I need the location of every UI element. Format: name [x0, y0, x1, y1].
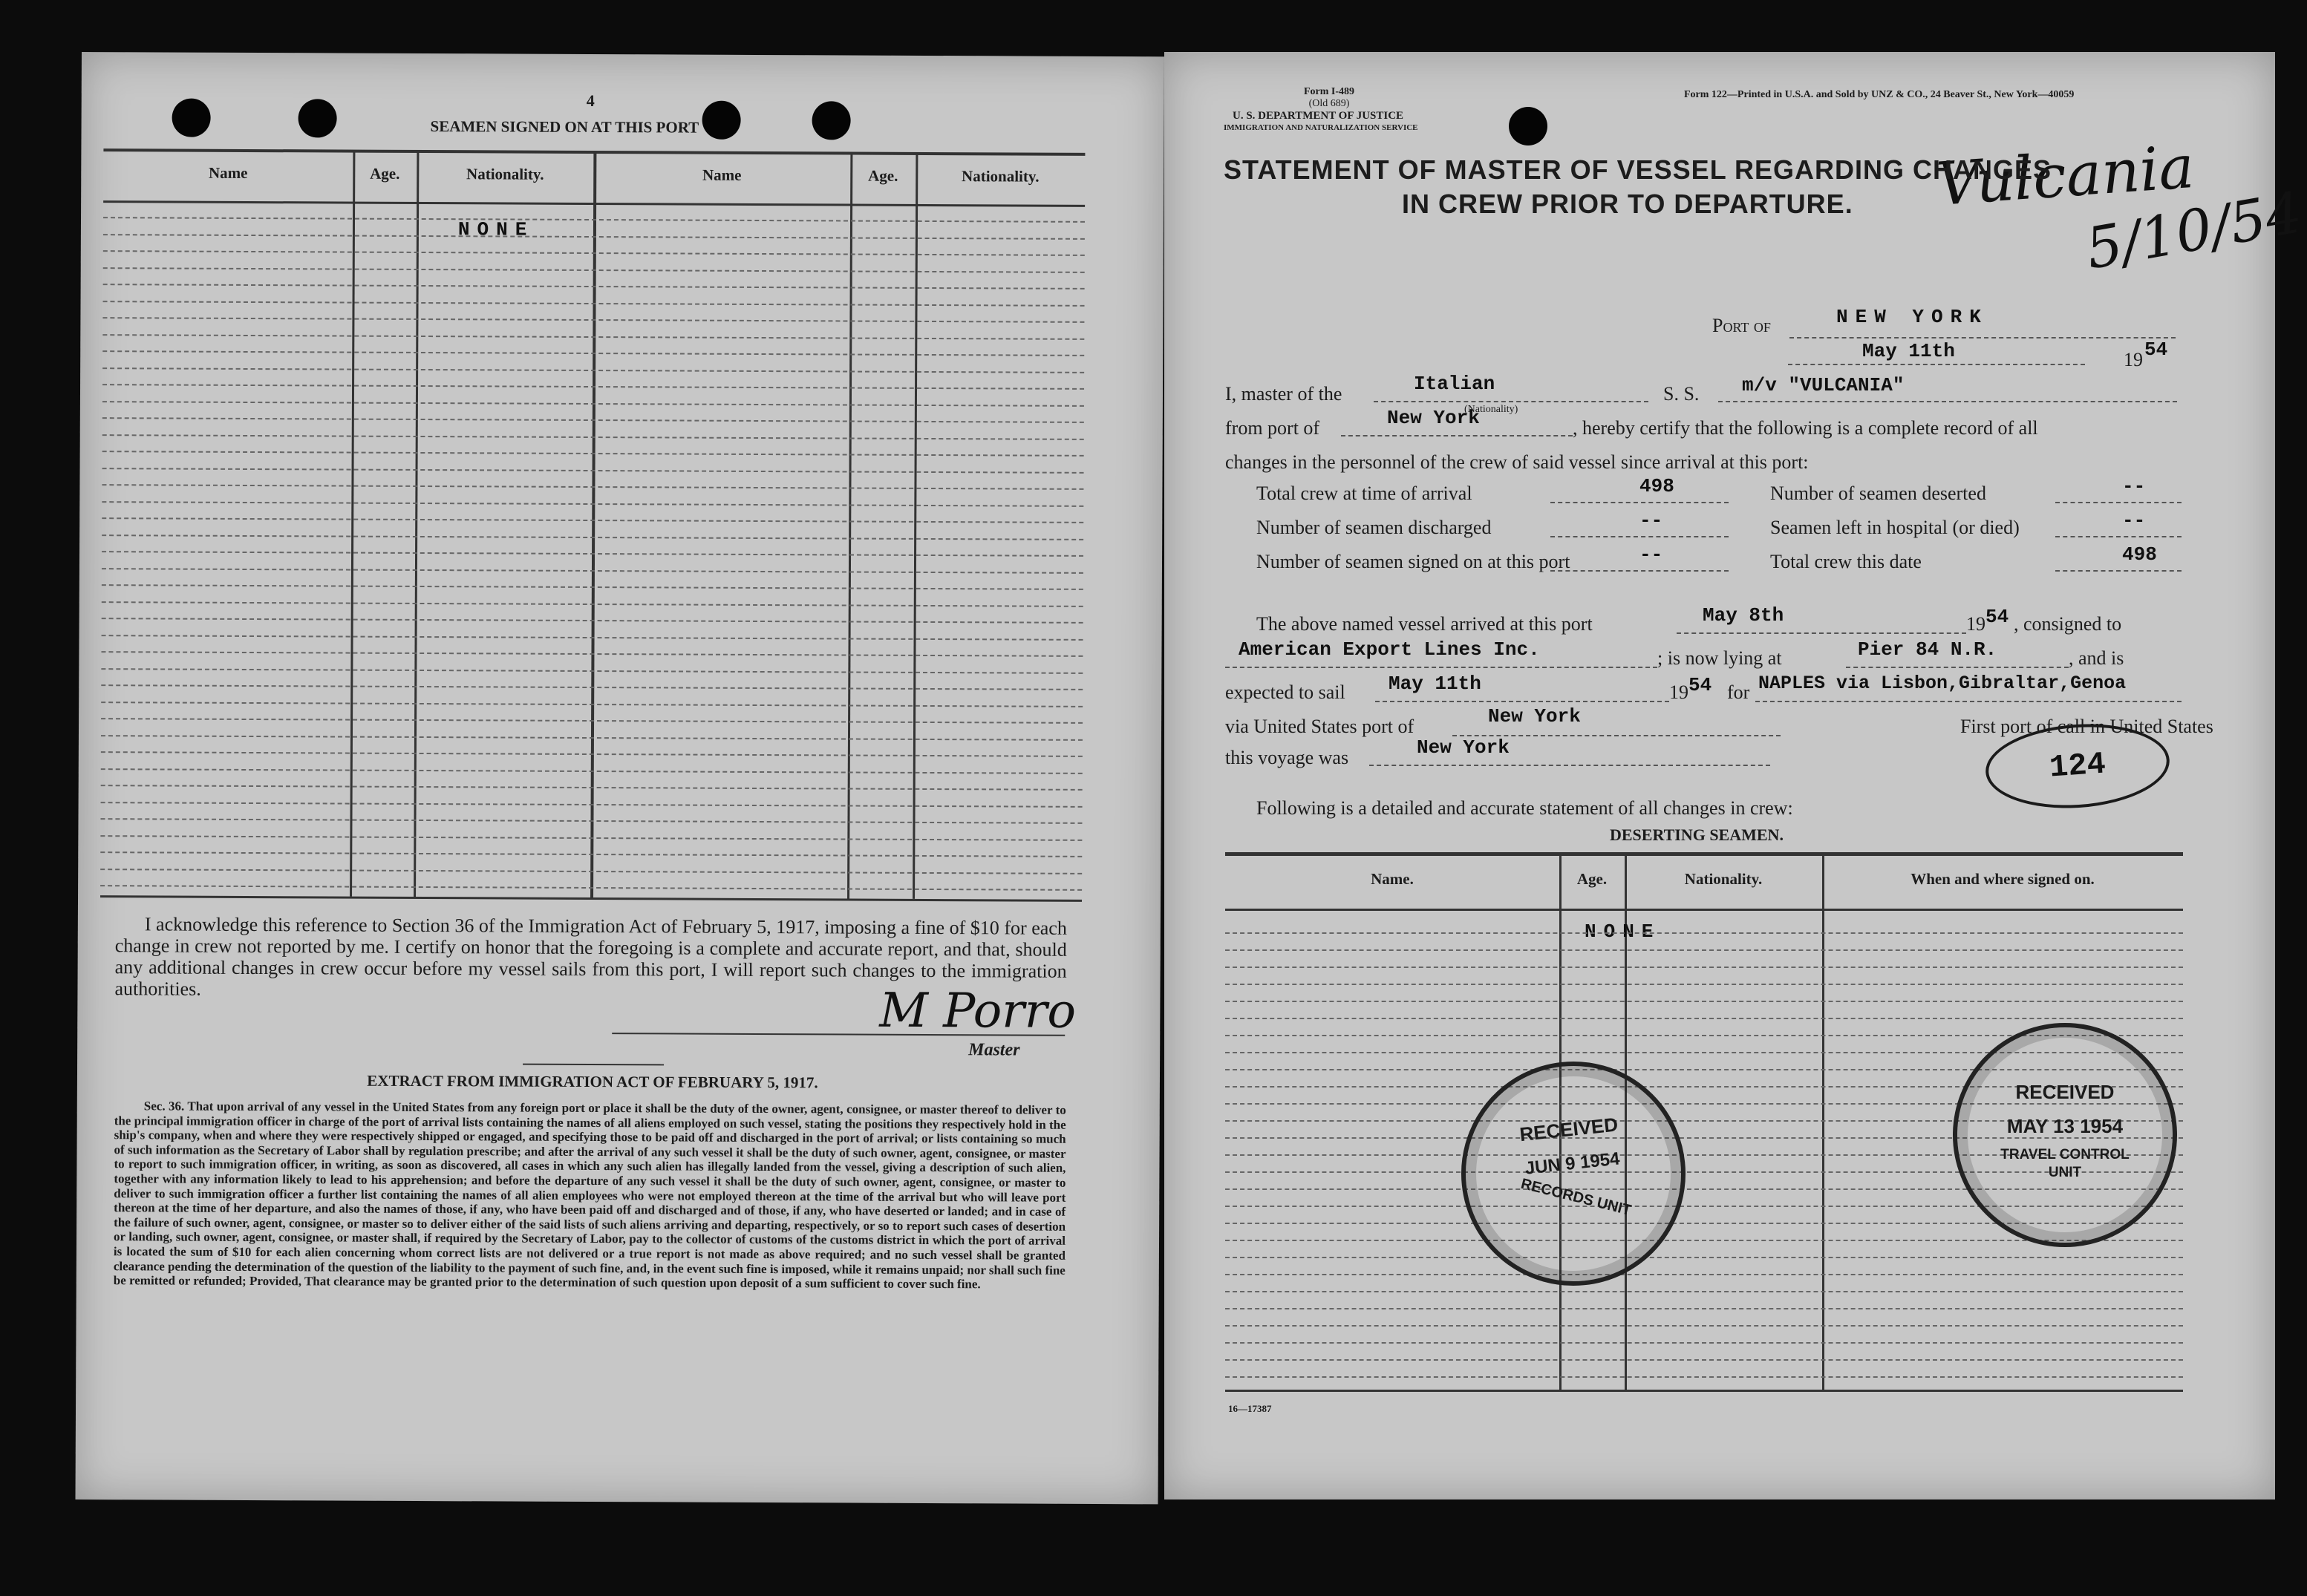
arrived-underline: [1677, 632, 1966, 634]
punch-hole: [172, 99, 211, 137]
port-underline: [1789, 337, 2176, 339]
column-header-age: Age.: [1576, 870, 1608, 888]
punch-hole: [1509, 107, 1547, 145]
punch-hole: [702, 101, 740, 140]
via-value: New York: [1488, 705, 1581, 727]
port-value: NEW YORK: [1836, 306, 1988, 328]
destination-underline: [1755, 701, 2182, 702]
received-stamp-travel-control: [1953, 1023, 2177, 1247]
lying-underline: [1846, 667, 2069, 668]
column-header-name: Name: [208, 163, 248, 182]
changes-text: changes in the personnel of the crew of said vessel since arrival at this port:: [1225, 451, 1809, 473]
column-header-age: Age.: [868, 166, 898, 185]
port-label: Port of: [1712, 315, 1771, 336]
stat-label: Number of seamen discharged: [1256, 517, 1492, 538]
stat-label: Total crew at time of arrival: [1256, 483, 1472, 504]
from-port-label: from port of: [1225, 417, 1320, 439]
stat-value: --: [1639, 543, 1663, 566]
stat-underline: [2055, 570, 2182, 572]
table-row-rule: [1225, 1001, 2183, 1002]
stat-underline: [1550, 502, 1729, 503]
expected-label: expected to sail: [1225, 681, 1345, 703]
consignee-value: American Export Lines Inc.: [1239, 638, 1540, 661]
page-number: 4: [586, 91, 595, 111]
date-value: May 11th: [1862, 340, 1955, 362]
master-label: I, master of the: [1225, 383, 1342, 405]
stat-value: 498: [2122, 543, 2157, 566]
first-port-text: First port of call in United States: [1960, 716, 2213, 737]
right-page: [1164, 52, 2307, 1499]
stat-label: Number of seamen signed on at this port: [1256, 551, 1570, 572]
stamp-received: RECEIVED: [2015, 1081, 2115, 1103]
extract-text: Sec. 36. That upon arrival of any vessel in the United States from any foreign port or place it shall be the duty of the owner, agent, consignee, or master thereof to deliver to the principal immigration officer in charge of the port of arrival lists containing the names of all aliens employed on such vessel, stating the positions they respectively hold in the ship's company, when and where they were respectively shipped or engaged, and specifying those to be paid off and discharged in the port of arrival; or lists containing so much of such information as the Secretary of Labor shall by regulation prescribe; and after the arrival of any such vessel it shall be the duty of such owner, agent, consignee, or master to report to such immigration officer, in writing, as soon as discovered, all cases in which any such alien has illegally landed from the vessel, giving a description of such alien, together with any information likely to lead to his apprehension; and before the departure of any such vessel it shall be the duty of such owner, agent, consignee, or master to deliver to such immigration officer a further list containing the names of all alien employees who were not employed thereon at the time of the arrival but who will leave port thereon at the time of her departure, and also the names of those, if any, who have been paid off and discharged and of those, if any, who have deserted or landed; and in case of the failure of such owner, agent, consignee, or master so to deliver either of the said lists of such aliens arriving and departing, respectively, or so to report such cases of desertion or landing, such owner, agent, consignee, or master shall, if required by the Secretary of Labor, pay to the collector of customs of the customs district in which the port of arrival is located the sum of $10 for each alien concerning whom correct lists are not delivered or a true report is not made as above required; and no such vessel shall be granted clearance pending the determination of the question of the liability to the payment of such fine, and, in the event such fine is imposed, while it remains unpaid; nor shall such fine be remitted or refunded; Provided, That clearance may be granted prior to the determination of such question upon deposit of a sum sufficient to cover such fine.: [113, 1099, 1066, 1292]
certify-text: , hereby certify that the following is a complete record of all: [1573, 417, 2038, 439]
date-underline: [1788, 364, 2085, 365]
table-row-rule: [1225, 1325, 2183, 1327]
year-prefix: 19: [2124, 349, 2143, 370]
table-row-rule: [1225, 1308, 2183, 1309]
consignee-underline: [1225, 667, 1657, 668]
column-divider: [1822, 855, 1824, 1390]
form-number: Form I-489: [1303, 86, 1355, 97]
expected-year: 54: [1688, 674, 1712, 696]
vessel-underline: [1718, 401, 2177, 402]
form-old-number: (Old 689): [1308, 98, 1350, 109]
stamp-unit: RECORDS UNIT: [1518, 1175, 1634, 1219]
section-title: SEAMEN SIGNED ON AT THIS PORT: [430, 117, 699, 137]
voyage-label: this voyage was: [1225, 747, 1349, 768]
column-divider: [350, 151, 355, 897]
stamp-unit: TRAVEL CONTROL UNIT: [2000, 1147, 2130, 1180]
consigned-text: , consigned to: [2014, 613, 2122, 635]
punch-hole: [298, 99, 336, 137]
stat-value: --: [2122, 475, 2146, 497]
for-label: for: [1727, 681, 1750, 703]
arrived-year-prefix: 19: [1966, 613, 1985, 635]
none-entry: NONE: [457, 218, 535, 241]
from-port-value: New York: [1387, 407, 1480, 429]
table-rows: [82, 52, 1164, 56]
stat-underline: [2055, 536, 2182, 537]
column-divider: [913, 154, 918, 899]
deserting-table-header-rule: [1225, 909, 2183, 911]
voyage-value: New York: [1417, 736, 1510, 759]
punch-hole: [812, 101, 850, 140]
signature-label: Master: [968, 1040, 1020, 1060]
lying-label: ; is now lying at: [1657, 647, 1782, 669]
table-row-rule: [1225, 1342, 2183, 1344]
table-row-rule: [1225, 1257, 2183, 1258]
expected-year-prefix: 19: [1669, 681, 1688, 703]
table-row-rule: [1225, 1376, 2183, 1378]
nationality-value: Italian: [1414, 373, 1495, 395]
stat-label: Seamen left in hospital (or died): [1770, 517, 2020, 538]
column-divider: [847, 154, 852, 899]
column-header-name: Name: [702, 166, 742, 184]
destination-value: NAPLES via Lisbon,Gibraltar,Genoa: [1758, 673, 2127, 694]
column-divider: [414, 151, 419, 897]
printer-note: Form 122—Printed in U.S.A. and Sold by UNZ & CO., 24 Beaver St., New York—40059: [1684, 89, 2075, 100]
extract-rule: [523, 1064, 664, 1066]
table-row-rule: [1225, 1359, 2183, 1361]
and-is-text: , and is: [2069, 647, 2124, 669]
following-text: Following is a detailed and accurate statement of all changes in crew:: [1256, 797, 1793, 819]
table-row-rule: [1225, 1274, 2183, 1275]
stamp-date: JUN 9 1954: [1524, 1148, 1621, 1179]
deserting-table-bottom-rule: [1225, 1390, 2183, 1392]
stat-label: Number of seamen deserted: [1770, 483, 1986, 504]
form-title-line-1: STATEMENT OF MASTER OF VESSEL REGARDING CHANGES: [1224, 154, 2052, 185]
circled-number: 124: [2048, 746, 2107, 786]
handwritten-vessel-name: Vulcania: [1934, 132, 2196, 219]
vessel-value: m/v "VULCANIA": [1742, 374, 1905, 396]
acknowledgement-text: I acknowledge this reference to Section 36 of the Immigration Act of February 5, 1917, imposing a fine of $10 for each change in crew not reported by me. I certify on honor that the foregoing is a complete and accurate report, and that, should any additional changes in crew occur before my vessel sails from this port, I will report such changes to the immigration authorities.: [114, 913, 1067, 1000]
column-header-nationality: Nationality.: [962, 167, 1040, 186]
deserting-table-top-rule: [1225, 852, 2183, 856]
year-value: 54: [2144, 339, 2168, 361]
stat-value: 498: [1639, 475, 1674, 497]
table-row-rule: [1225, 1291, 2183, 1292]
arrived-value: May 8th: [1703, 604, 1784, 627]
stamp-date: MAY 13 1954: [2006, 1115, 2124, 1137]
form-title-line-2: IN CREW PRIOR TO DEPARTURE.: [1402, 189, 1853, 219]
stamp-received: RECEIVED: [1518, 1113, 1619, 1146]
stat-label: Total crew this date: [1770, 551, 1922, 572]
deserting-title: DESERTING SEAMEN.: [1610, 825, 1784, 844]
column-divider: [590, 152, 596, 897]
nationality-underline: [1374, 401, 1648, 402]
none-entry: NONE: [1585, 920, 1661, 943]
column-header-name: Name.: [1371, 870, 1414, 888]
expected-value: May 11th: [1389, 673, 1481, 695]
lying-value: Pier 84 N.R.: [1858, 638, 1997, 661]
table-row-rule: [1225, 967, 2183, 968]
column-header-age: Age.: [370, 164, 400, 183]
left-page: [75, 52, 1164, 1504]
column-header-nationality: Nationality.: [1684, 870, 1763, 888]
column-header-nationality: Nationality.: [466, 165, 544, 183]
footer-code: 16—17387: [1228, 1403, 1272, 1414]
table-row-rule: [1225, 949, 2183, 951]
via-label: via United States port of: [1225, 716, 1414, 737]
expected-underline: [1375, 701, 1669, 702]
arrived-year: 54: [1985, 606, 2009, 628]
extract-title: EXTRACT FROM IMMIGRATION ACT OF FEBRUARY 5, 1917.: [367, 1071, 818, 1092]
table-row-rule: [1225, 1018, 2183, 1019]
master-signature: M Porro: [879, 983, 1077, 1039]
stat-underline: [1550, 570, 1729, 572]
from-port-underline: [1341, 435, 1573, 436]
service-name: IMMIGRATION AND NATURALIZATION SERVICE: [1224, 123, 1418, 132]
ss-label: S. S.: [1663, 383, 1700, 405]
nationality-caption: (Nationality): [1464, 404, 1518, 415]
handwritten-date: 5/10/54: [2081, 179, 2307, 282]
table-row-rule: [1225, 932, 2183, 934]
stat-value: --: [2122, 509, 2146, 532]
voyage-underline: [1369, 765, 1770, 766]
arrived-label: The above named vessel arrived at this port: [1256, 613, 1593, 635]
stat-underline: [2055, 502, 2182, 503]
stat-underline: [1550, 536, 1729, 537]
table-row-rule: [1225, 984, 2183, 985]
department-name: U. S. DEPARTMENT OF JUSTICE: [1233, 110, 1404, 122]
stat-value: --: [1639, 509, 1663, 532]
column-header-signed-on: When and where signed on.: [1910, 870, 2095, 888]
